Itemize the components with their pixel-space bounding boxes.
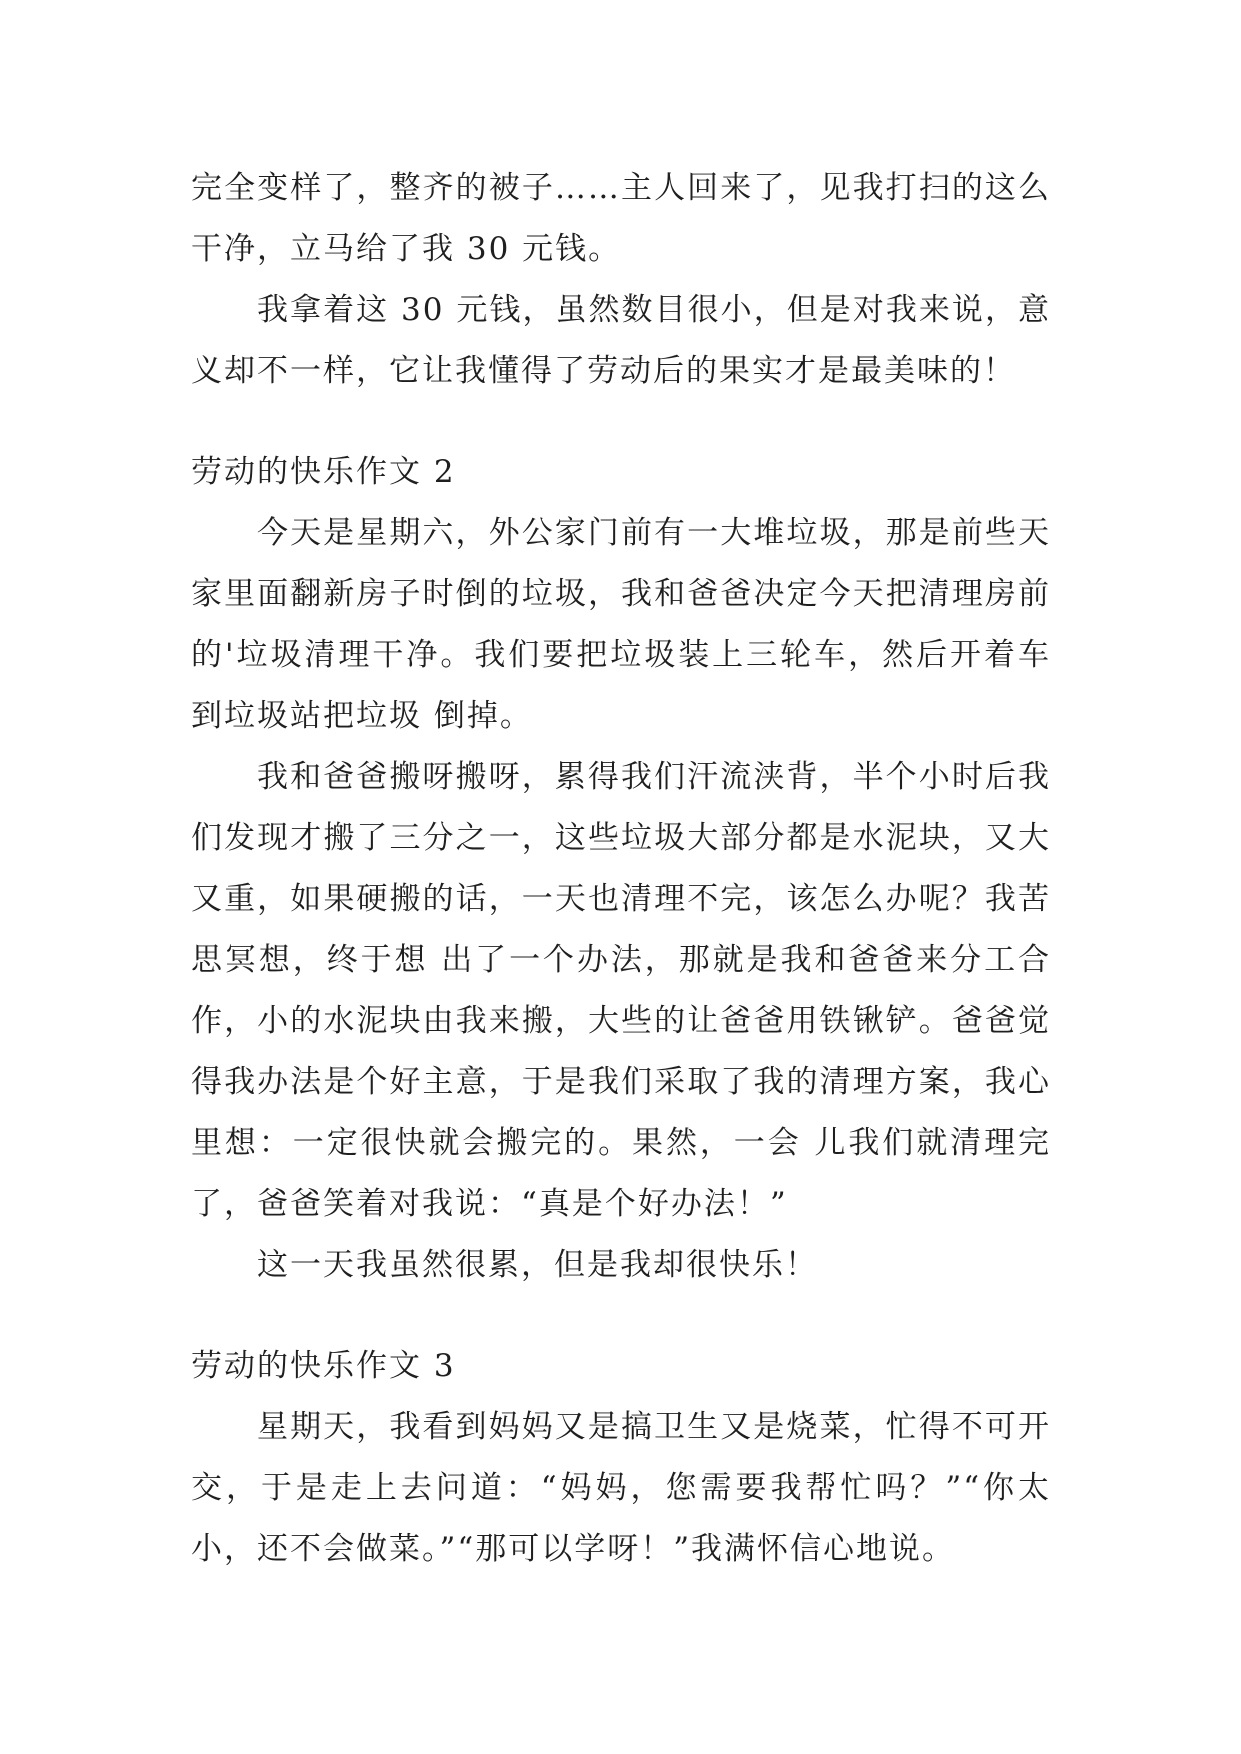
section-gap — [191, 1296, 1051, 1336]
intro-paragraph-1: 完全变样了，整齐的被子……主人回来了，见我打扫的这么干净，立马给了我 30 元钱。 — [191, 170, 1051, 267]
document-body — [191, 158, 1051, 1580]
intro-paragraph-2: 我拿着这 30 元钱，虽然数目很小，但是对我来说，意义却不一样，它让我懂得了劳动后的果实才是最美味的！ — [191, 292, 1051, 389]
section-gap — [191, 402, 1051, 442]
essay-2-paragraph-1: 今天是星期六，外公家门前有一大堆垃圾，那是前些天家里面翻新房子时倒的垃圾，我和爸爸决定今天把清理房前的'垃圾清理干净。我们要把垃圾装上三轮车，然后开着车到垃圾站把垃圾 倒掉。 — [191, 515, 1051, 734]
essay-3-paragraph-1: 星期天，我看到妈妈又是搞卫生又是烧菜，忙得不可开交，于是走上去问道：“妈妈，您需要我帮忙吗？”“你太小，还不会做菜。”“那可以学呀！”我满怀信心地说。 — [191, 1409, 1051, 1567]
essay-2-paragraph-2: 我和爸爸搬呀搬呀，累得我们汗流浃背，半个小时后我们发现才搬了三分之一，这些垃圾大部分都是水泥块，又大又重，如果硬搬的话，一天也清理不完，该怎么办呢？我苦思冥想，终于想 出了一个办法，那就是我和爸爸来分工合作，小的水泥块由我来搬，大些的让爸爸用铁锹铲。爸爸觉得我办法是个好主意，于是我们采取了我的清理方案，我心里想：一定很快就会搬完的。果然，一会 儿我们就清理完了，爸爸笑着对我说：“真是个好办法！” — [191, 759, 1051, 1222]
essay-2-title: 劳动的快乐作文 2 — [191, 454, 456, 490]
essay-2-paragraph-3: 这一天我虽然很累，但是我却很快乐！ — [257, 1247, 818, 1283]
essay-3-title: 劳动的快乐作文 3 — [191, 1348, 456, 1384]
